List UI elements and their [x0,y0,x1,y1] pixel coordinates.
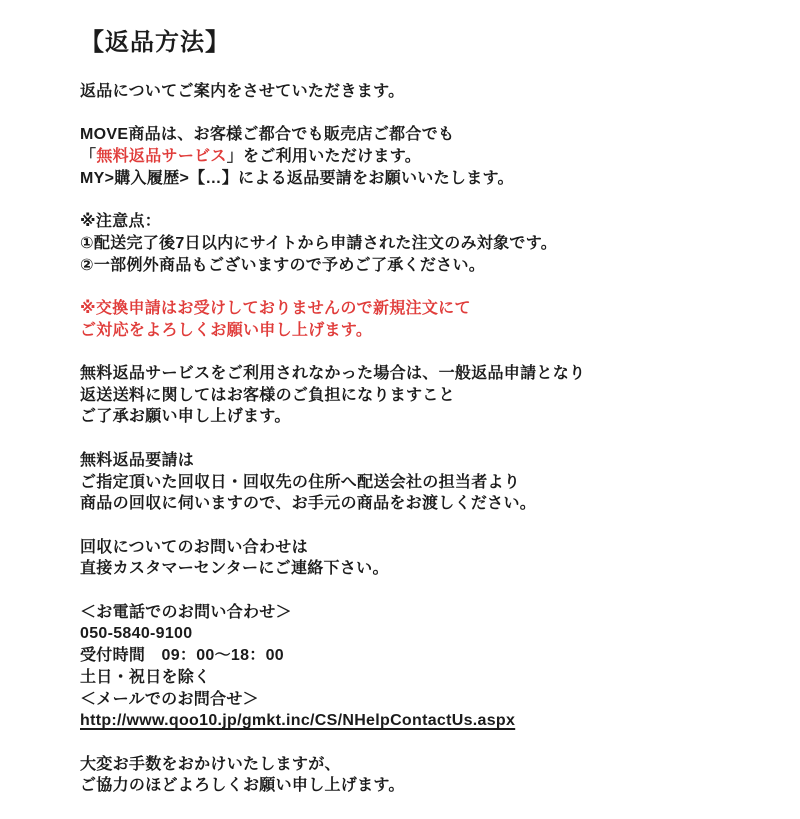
contact-url-link[interactable]: http://www.qoo10.jp/gmkt.inc/CS/NHelpContactUs.aspx [80,712,516,730]
notes-item1: ①配送完了後7日以内にサイトから申請された注文のみ対象です。 [80,234,558,252]
general-return-paragraph [80,363,720,428]
pickup-paragraph [80,450,720,515]
free-return-line1: MOVE商品は、お客様ご都合でも販売店ご都合でも [80,126,455,144]
inquiry-line1: 回収についてのお問い合わせは [80,538,308,556]
free-return-line2-open: 「 [80,148,97,166]
inquiry-paragraph [80,537,720,580]
free-return-paragraph [80,124,720,189]
pickup-line1: 無料返品要請は [80,451,195,469]
intro-paragraph [80,81,720,103]
closing-line2: ご協力のほどよろしくお願い申し上げます。 [80,777,405,795]
notes-item2: ②一部例外商品もございますので予めご了承ください。 [80,256,486,274]
inquiry-line2: 直接カスタマーセンターにご連絡下さい。 [80,560,389,578]
closing-line1: 大変お手数をおかけいたしますが、 [80,755,341,773]
page-title: 【返品方法】 [80,29,230,56]
pickup-line2: ご指定頂いた回収日・回収先の住所へ配送会社の担当者より [80,473,521,491]
contact-phone-heading: ＜お電話でのお問い合わせ＞ [80,603,292,621]
free-return-service-name: 無料返品サービス [96,148,227,166]
intro-text: 返品についてご案内をさせていただきます。 [80,83,405,100]
notes-paragraph [80,211,720,276]
closing-paragraph [80,754,720,797]
notes-heading: ※注意点： [80,213,162,231]
contact-closed-days: 土日・祝日を除く [80,668,211,686]
free-return-line2-rest: 」をご利用いただけます。 [226,148,422,166]
general-return-line2: 返送送料に関してはお客様のご負担になりますこと [80,386,455,404]
contact-mail-heading: ＜メールでのお問合せ＞ [80,690,259,708]
exchange-warning-line1: ※交換申請はお受けしておりませんので新規注文にて [80,299,471,317]
return-policy-notice [80,26,720,819]
contact-hours: 受付時間 09：00〜18：00 [80,647,284,665]
pickup-line3: 商品の回収に伺いますので、お手元の商品をお渡しください。 [80,495,537,513]
general-return-line1: 無料返品サービスをご利用されなかった場合は、一般返品申請となり [80,365,586,383]
exchange-warning-line2: ご対応をよろしくお願い申し上げます。 [80,321,373,339]
free-return-line3: MY>購入履歴>【…】による返品要請をお願いいたします。 [80,169,514,187]
exchange-warning-paragraph [80,298,720,341]
contact-phone-number: 050-5840-9100 [80,625,193,643]
contact-paragraph [80,602,720,732]
general-return-line3: ご了承お願い申し上げます。 [80,408,291,426]
